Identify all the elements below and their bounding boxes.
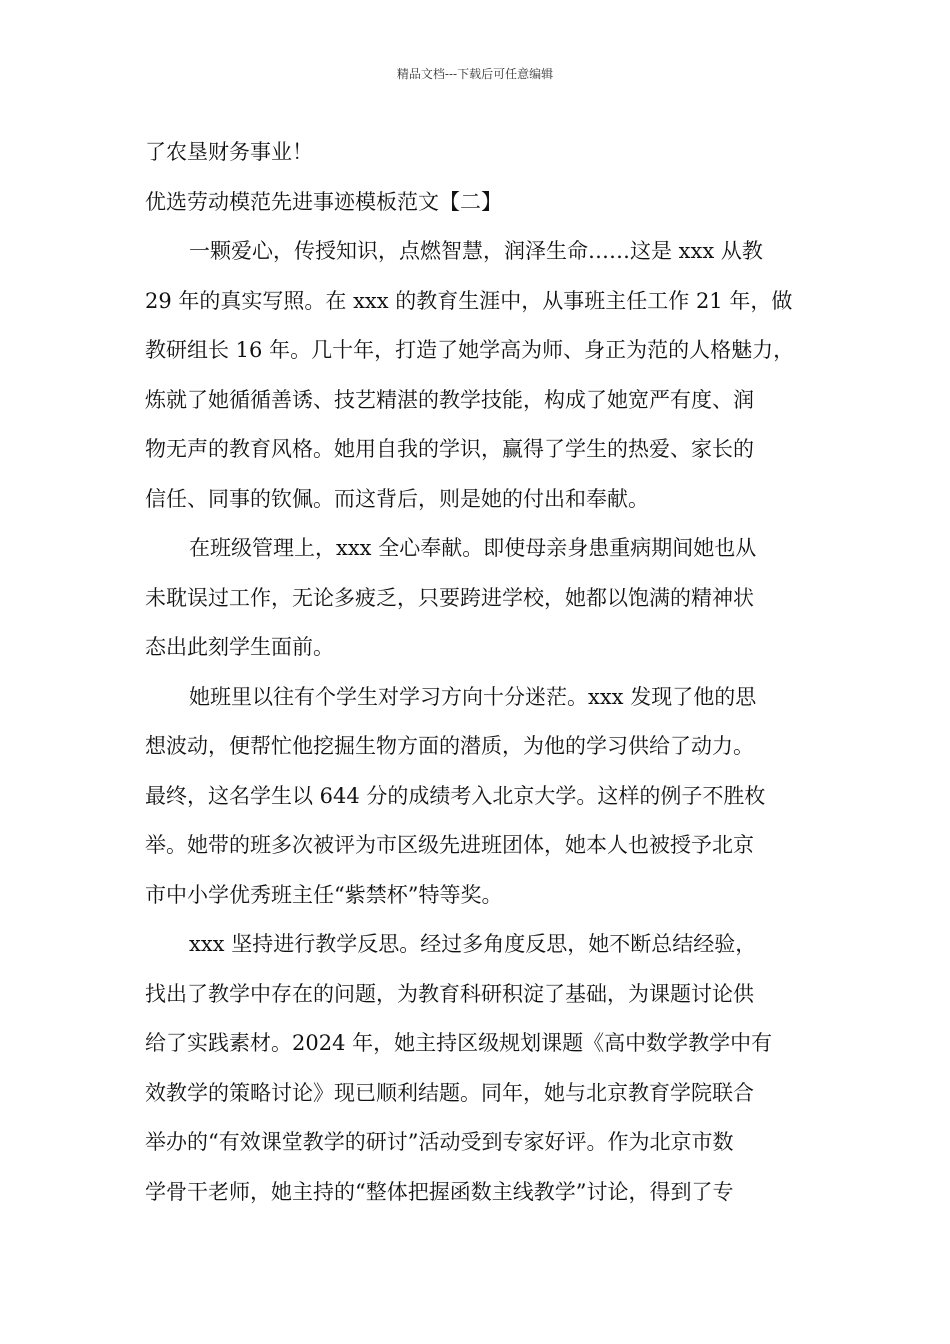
paragraph-3-line: 她班里以往有个学生对学习方向十分迷茫。xxx 发现了他的思 [189,684,757,709]
paragraph-4-line: xxx 坚持进行教学反思。经过多角度反思，她不断总结经验， [189,932,757,956]
paragraph-1-line: 教研组长 16 年。几十年，打造了她学高为师、身正为范的人格魅力， [145,338,795,362]
paragraph-2-line: 在班级管理上，xxx 全心奉献。即使母亲身患重病期间她也从 [189,536,757,560]
document-body [145,128,810,1217]
paragraph-2-line: 态出此刻学生面前。 [145,635,334,659]
paragraph-3-line: 市中小学优秀班主任“紫禁杯”特等奖。 [145,882,503,907]
paragraph-3-line: 想波动，便帮忙他挖掘生物方面的潜质，为他的学习供给了动力。 [145,734,754,758]
paragraph-4-line: 效教学的策略讨论》现已顺利结题。同年，她与北京教育学院联合 [145,1080,754,1105]
paragraph-1-line: 29 年的真实写照。在 xxx 的教育生涯中，从事班主任工作 21 年，做 [145,288,793,313]
paragraph-3-line: 最终，这名学生以 644 分的成绩考入北京大学。这样的例子不胜枚 [145,783,766,808]
paragraph-4-line: 找出了教学中存在的问题，为教育科研积淀了基础，为课题讨论供 [145,981,754,1006]
paragraph-3-line: 举。她带的班多次被评为市区级先进班团体，她本人也被授予北京 [145,833,754,857]
paragraph-4-line: 给了实践素材。2024 年，她主持区级规划课题《高中数学教学中有 [145,1031,773,1055]
paragraph-1-line: 信任、同事的钦佩。而这背后，则是她的付出和奉献。 [145,486,649,511]
section-title: 优选劳动模范先进事迹模板范文【二】 [145,189,502,214]
paragraph-2-line: 未耽误过工作，无论多疲乏，只要跨进学校，她都以饱满的精神状 [145,585,754,610]
paragraph-4-line: 举办的“有效课堂教学的研讨”活动受到专家好评。作为北京市数 [145,1130,734,1154]
paragraph-1-line: 一颗爱心，传授知识，点燃智慧，润泽生命……这是 xxx 从教 [189,239,763,263]
paragraph-1-line: 物无声的教育风格。她用自我的学识，赢得了学生的热爱、家长的 [145,437,754,461]
page-header: 精品文档---下载后可任意编辑 [396,67,554,81]
text-line: 了农垦财务事业！ [145,140,313,164]
paragraph-1-line: 炼就了她循循善诱、技艺精湛的教学技能，构成了她宽严有度、润 [145,387,754,412]
paragraph-4-line: 学骨干老师，她主持的“整体把握函数主线教学”讨论，得到了专 [145,1179,734,1204]
